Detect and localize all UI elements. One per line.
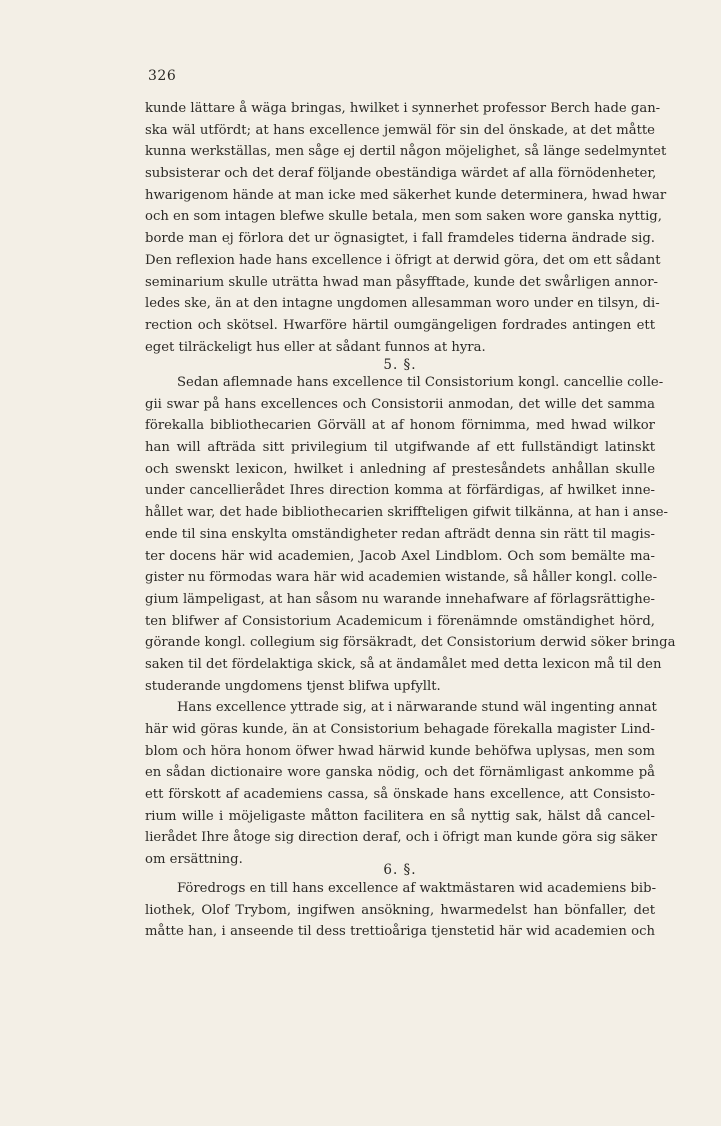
paragraph-block-1 <box>145 98 667 358</box>
paragraph-block-3 <box>145 878 655 943</box>
text-line: Sedan aflemnade hans excellence til Consistorium kongl. cancellie colle- <box>177 375 664 390</box>
text-line: Föredrogs en till hans excellence af waktmästaren wid academiens bib- <box>177 881 657 896</box>
section-heading-5: 5. §. <box>383 357 417 373</box>
section-heading-6: 6. §. <box>383 862 417 878</box>
text-line: Den reflexion hade hans excellence i öfrigt at derwid göra, det om ett sådant <box>145 252 661 268</box>
text-line: ska wäl utfördt; at hans excellence jemwäl för sin del önskade, at det måtte <box>145 122 655 138</box>
text-line: borde man ej förlora det ur ögnasigtet, i fall framdeles tiderna ändrade sig. <box>145 231 655 247</box>
text-line: ter docens här wid academien, Jacob Axel Lindblom. Och som bemälte ma- <box>145 548 655 564</box>
text-line: seminarium skulle uträtta hwad man påsyfftade, kunde det swårligen annor- <box>145 274 658 290</box>
text-line: han will afträda sitt privilegium til utgifwande af ett fullständigt latinskt <box>145 440 655 456</box>
text-line: och en som intagen blefwe skulle betala, men som saken wore ganska nyttig, <box>145 209 662 225</box>
text-line: under cancellierådet Ihres direction komma at förfärdigas, af hwilket inne- <box>145 483 655 499</box>
text-line: ett förskott af academiens cassa, så önskade hans excellence, att Consisto- <box>145 787 655 803</box>
text-line: subsisterar och det deraf följande obeständiga wärdet af alla förnödenheter, <box>145 166 657 182</box>
text-line: rection och skötsel. Hwarföre härtil oumgängeligen fordrades antingen ett <box>145 317 655 333</box>
text-line: kunna werkställas, men såge ej dertil någon möjelighet, så länge sedelmyntet <box>145 144 667 160</box>
text-line: här wid göras kunde, än at Consistorium behagade förekalla magister Lind- <box>145 722 655 737</box>
text-line: ende til sina enskylta omständigheter redan afträdt denna sin rätt til magis- <box>145 526 655 542</box>
page-number: 326 <box>148 68 177 84</box>
text-line: hwarigenom hände at man icke med säkerhet kunde determinera, hwad hwar <box>145 187 667 203</box>
text-line: förekalla bibliothecarien Görväll at af honom förnimma, med hwad wilkor <box>145 418 655 434</box>
text-line: eget tilräckeligt hus eller at sådant funnos at hyra. <box>145 339 486 355</box>
text-line: och swenskt lexicon, hwilket i anledning af prestesåndets anhållan skulle <box>145 461 655 477</box>
text-line: Hans excellence yttrade sig, at i närwarande stund wäl ingenting annat <box>177 700 657 716</box>
text-line: ten blifwer af Consistorium Academicum i förenämnde omständighet hörd, <box>145 613 655 629</box>
text-line: liothek, Olof Trybom, ingifwen ansökning, hwarmedelst han bönfaller, det <box>145 902 655 918</box>
text-line: kunde lättare å wäga bringas, hwilket i synnerhet professor Berch hade gan- <box>145 101 661 116</box>
text-line: saken til det fördelaktiga skick, så at ändamålet med detta lexicon må til den <box>145 656 662 672</box>
paragraph-block-2 <box>145 372 676 871</box>
text-line: om ersättning. <box>145 852 243 868</box>
text-line: studerande ungdomens tjenst blifwa upfyllt. <box>145 678 441 694</box>
text-line: måtte han, i anseende til dess trettioåriga tjenstetid här wid academien och <box>145 924 655 940</box>
text-line: en sådan dictionaire wore ganska nödig, och det förnämligast ankomme på <box>145 765 655 781</box>
text-line: lierådet Ihre åtoge sig direction deraf, och i öfrigt man kunde göra sig säker <box>145 830 658 846</box>
text-line: blom och höra honom öfwer hwad härwid kunde behöfwa uplysas, men som <box>145 743 655 759</box>
text-line: gister nu förmodas wara här wid academien wistande, så håller kongl. colle- <box>145 570 658 586</box>
text-line: ledes ske, än at den intagne ungdomen allesamman woro under en tilsyn, di- <box>145 296 660 312</box>
text-line: hållet war, det hade bibliothecarien skriffteligen gifwit tilkänna, at han i anse- <box>145 505 669 521</box>
text-line: gium lämpeligast, at han såsom nu warande innehafware af förlagsrättighe- <box>145 591 655 607</box>
text-line: görande kongl. collegium sig försäkradt, det Consistorium derwid söker bringa <box>145 635 676 651</box>
text-line: rium wille i möjeligaste måtton facilitera en så nyttig sak, hälst då cancel- <box>145 808 655 824</box>
text-line: gii swar på hans excellences och Consistorii anmodan, det wille det samma <box>145 396 655 412</box>
